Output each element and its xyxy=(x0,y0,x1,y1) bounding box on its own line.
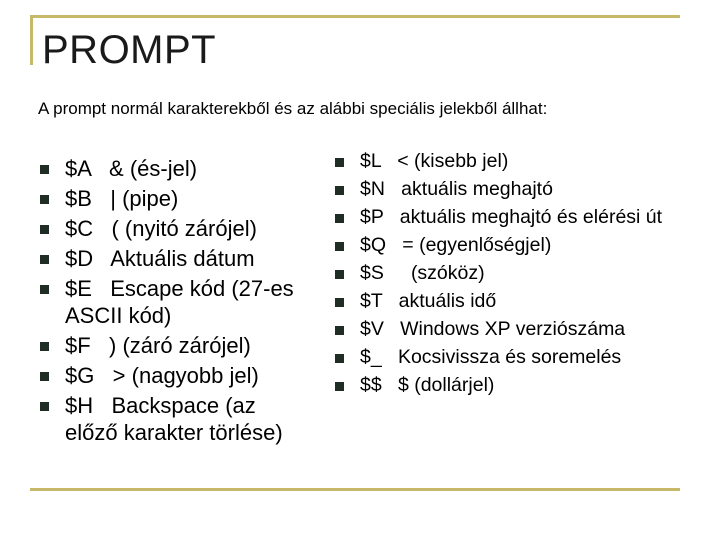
square-bullet-icon xyxy=(40,195,49,204)
square-bullet-icon xyxy=(335,186,344,195)
bottom-border xyxy=(30,488,680,491)
square-bullet-icon xyxy=(40,342,49,351)
list-item-text: $H Backspace (az előző karakter törlése) xyxy=(65,393,283,445)
list-item-text: $E Escape kód (27-es ASCII kód) xyxy=(65,276,299,328)
list-item-text: $N aktuális meghajtó xyxy=(360,178,553,200)
list-item-text: $_ Kocsivissza és soremelés xyxy=(360,346,622,368)
list-item-text: $C ( (nyitó zárójel) xyxy=(65,216,257,241)
square-bullet-icon xyxy=(335,354,344,363)
left-border xyxy=(30,15,33,65)
list-item xyxy=(335,206,685,229)
list-item-text: $Q = (egyenlőségjel) xyxy=(360,234,552,256)
list-item-text: $G > (nagyobb jel) xyxy=(65,363,259,388)
square-bullet-icon xyxy=(335,158,344,167)
square-bullet-icon xyxy=(335,298,344,307)
list-item-text: $A & (és-jel) xyxy=(65,156,198,181)
left-list xyxy=(40,155,310,449)
list-item xyxy=(335,346,685,369)
list-item-text: $B | (pipe) xyxy=(65,186,179,211)
list-item-text: $$ $ (dollárjel) xyxy=(360,374,495,396)
square-bullet-icon xyxy=(335,242,344,251)
list-item xyxy=(40,362,310,389)
square-bullet-icon xyxy=(335,270,344,279)
intro-text: A prompt normál karakterekből és az alábbi speciális jelekből állhat: xyxy=(38,99,548,118)
list-item xyxy=(335,290,685,313)
list-item-text: $P aktuális meghajtó és elérési út xyxy=(360,206,663,228)
list-item-text: $T aktuális idő xyxy=(360,290,497,312)
list-item xyxy=(335,262,685,285)
list-item xyxy=(335,374,685,397)
list-item xyxy=(40,332,310,359)
square-bullet-icon xyxy=(335,326,344,335)
square-bullet-icon xyxy=(335,214,344,223)
list-item xyxy=(40,185,310,212)
top-border xyxy=(30,15,680,18)
list-item xyxy=(40,245,310,272)
list-item-text: $D Aktuális dátum xyxy=(65,246,255,271)
list-item xyxy=(40,275,310,329)
list-item-text: $L < (kisebb jel) xyxy=(360,150,509,172)
list-item xyxy=(40,215,310,242)
list-item xyxy=(335,234,685,257)
square-bullet-icon xyxy=(40,402,49,411)
list-item xyxy=(40,392,310,446)
square-bullet-icon xyxy=(40,165,49,174)
square-bullet-icon xyxy=(40,285,49,294)
list-item-text: $F ) (záró zárójel) xyxy=(65,333,251,358)
square-bullet-icon xyxy=(40,372,49,381)
slide-title: PROMPT xyxy=(42,28,217,72)
list-item xyxy=(335,318,685,341)
square-bullet-icon xyxy=(40,255,49,264)
right-list xyxy=(335,150,685,402)
square-bullet-icon xyxy=(40,225,49,234)
list-item-text: $S (szóköz) xyxy=(360,262,485,284)
square-bullet-icon xyxy=(335,382,344,391)
list-item-text: $V Windows XP verziószáma xyxy=(360,318,626,340)
list-item xyxy=(40,155,310,182)
list-item xyxy=(335,178,685,201)
list-item xyxy=(335,150,685,173)
